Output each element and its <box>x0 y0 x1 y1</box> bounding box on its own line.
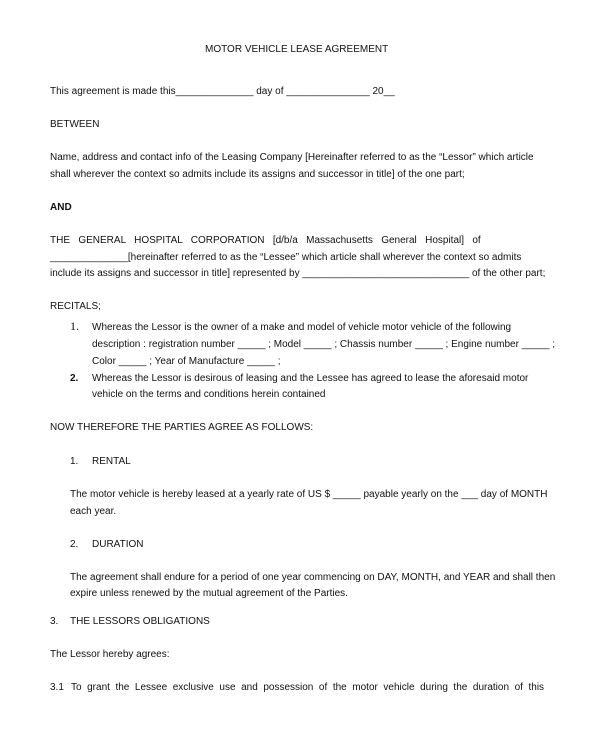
duration-text-line-2: expire unless renewed by the mutual agreement of the Parties. <box>70 588 348 599</box>
lessee-paragraph-line-3: include its assigns and successor in title] represented by ______________________________ of the other part; <box>50 268 546 279</box>
lessor-paragraph-line-2: shall wherever the context so admits include its assigns and successor in title] of the one part; <box>50 169 465 180</box>
now-therefore-heading: NOW THEREFORE THE PARTIES AGREE AS FOLLOWS: <box>50 422 314 433</box>
clause-3-1-text: To grant the Lessee exclusive use and possession of the motor vehicle during the duration of this <box>71 682 545 693</box>
lessee-paragraph-line-2: ______________[hereinafter referred to as the “Lessee” which article shall wherever the context so admits <box>50 252 522 263</box>
duration-text-line-1: The agreement shall endure for a period of one year commencing on DAY, MONTH, and YEAR and shall then <box>70 572 556 583</box>
rental-number: 1. <box>70 456 79 467</box>
obligations-number: 3. <box>50 616 59 627</box>
recital-1-number: 1. <box>70 319 79 333</box>
duration-number: 2. <box>70 539 79 550</box>
rental-heading: RENTAL <box>92 456 131 467</box>
recitals-heading: RECITALS; <box>50 301 101 312</box>
recital-1-line-2: description : registration number _____ ; Model _____ ; Chassis number _____ ; Engine number _____ ; <box>92 339 556 350</box>
recital-1-line-3: Color _____ ; Year of Manufacture _____ ; <box>92 356 281 367</box>
recital-2-line-1: Whereas the Lessor is desirous of leasing and the Lessee has agreed to lease the aforesaid motor <box>92 373 529 384</box>
obligations-heading: THE LESSORS OBLIGATIONS <box>70 616 210 627</box>
rental-text-line-1: The motor vehicle is hereby leased at a yearly rate of US $ _____ payable yearly on the ___ day of MONTH <box>70 489 548 500</box>
rental-text-line-2: each year. <box>70 506 117 517</box>
lessor-agrees-line: The Lessor hereby agrees: <box>50 649 170 660</box>
recital-2-number: 2. <box>70 373 79 384</box>
lessee-paragraph-line-1: THE GENERAL HOSPITAL CORPORATION [d/b/a Massachusetts General Hospital] of <box>50 235 481 246</box>
agreement-date-line: This agreement is made this______________ day of _______________ 20__ <box>50 86 395 97</box>
recital-2-line-2: vehicle on the terms and conditions herein contained <box>92 389 326 400</box>
and-heading: AND <box>50 202 72 213</box>
recital-1-line-1: Whereas the Lessor is the owner of a make and model of vehicle motor vehicle of the following <box>92 322 512 333</box>
clause-3-1-number: 3.1 <box>50 682 64 693</box>
between-heading: BETWEEN <box>50 119 100 130</box>
document-title: MOTOR VEHICLE LEASE AGREEMENT <box>205 44 389 55</box>
lessor-paragraph-line-1: Name, address and contact info of the Leasing Company [Hereinafter referred to as the “Lessor” which article <box>50 152 534 163</box>
duration-heading: DURATION <box>92 539 144 550</box>
